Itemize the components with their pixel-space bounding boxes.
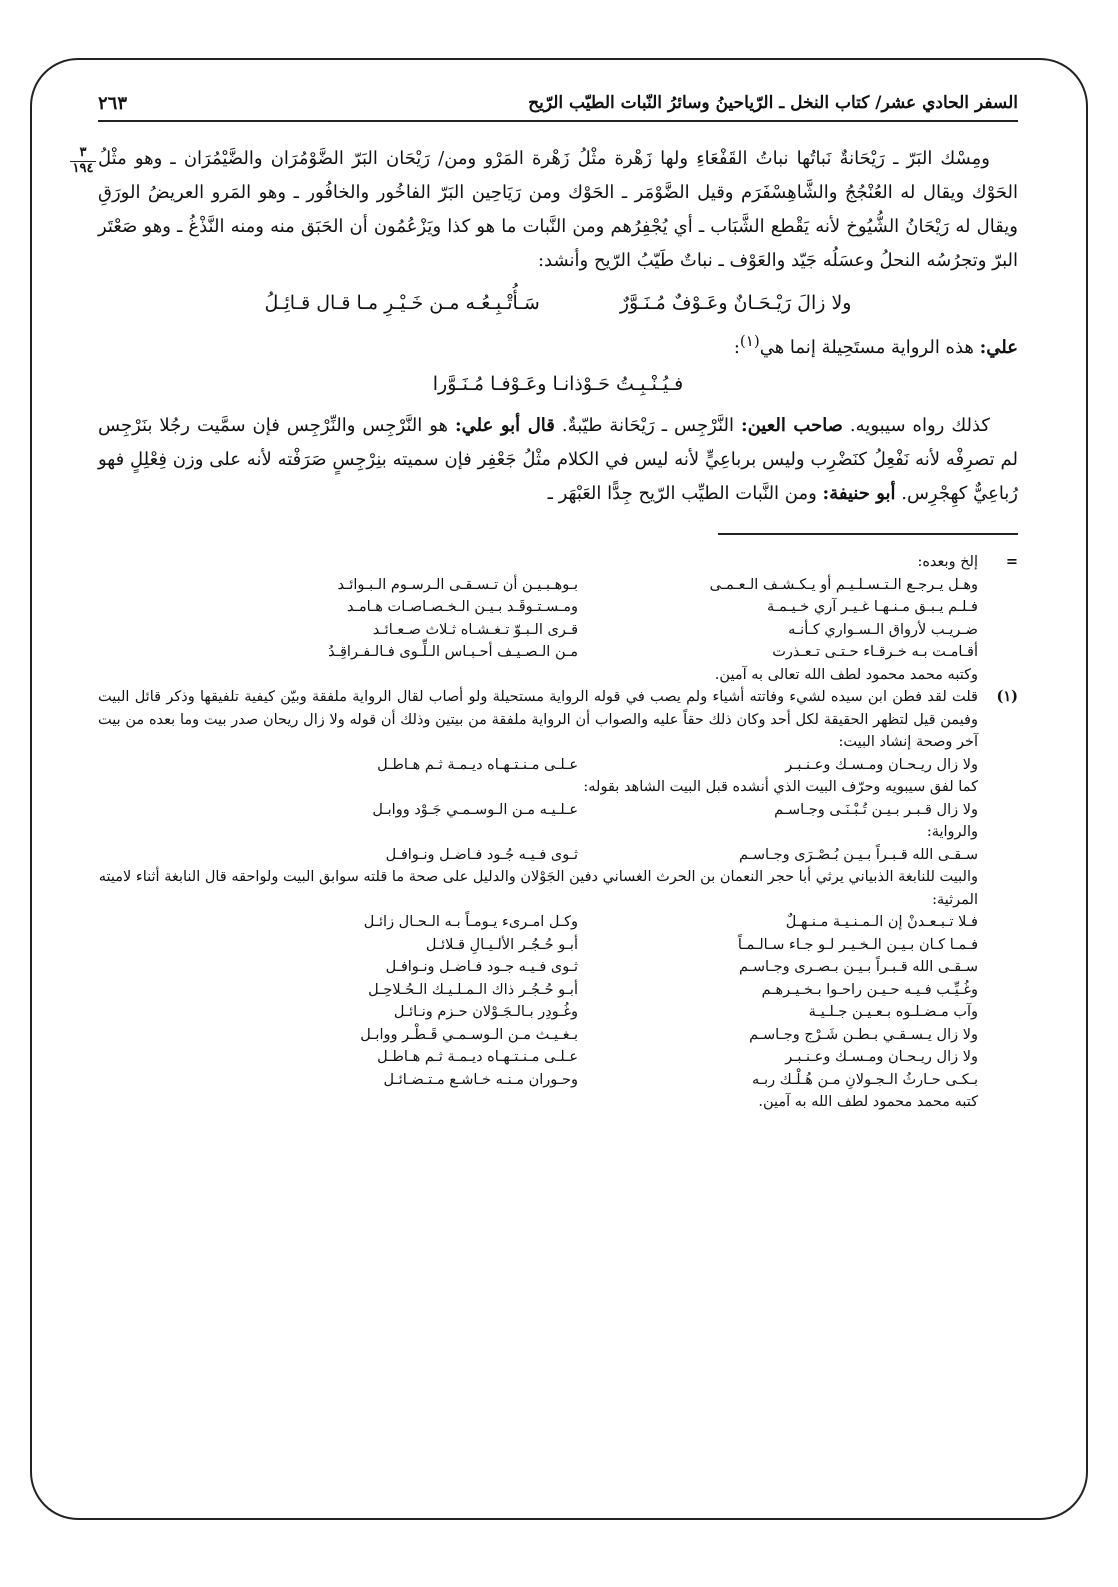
verse-second-hemistich: وحـوران مـنـه خـاشـع مـتـضـائـل <box>383 1071 578 1088</box>
verse-second-hemistich: أبـو حُـجُـر ذاك الـمـلـيـك الـحُـلاحِـل <box>368 981 578 998</box>
verse-second-hemistich: قـرى الـبـوّ تـغـشـاه ثـلاث صـعـائـد <box>372 621 578 638</box>
poem-verse <box>98 1001 1018 1024</box>
verse-2-hemistich: فـيُـنْـبِـتُ حَـوْذانـا وعَـوْفـا مُـنَـوَّرا <box>432 373 684 395</box>
poem-verse <box>98 596 1018 619</box>
verse-second-hemistich: عـلـيـه مـن الـوسـمـي جَـوْد ووابـل <box>372 801 578 818</box>
verse-second-hemistich: عـلـى مـنـتـهـاه ديـمـة ثـم هـاطـل <box>377 1049 578 1065</box>
verse-first-hemistich: وغُـيِّـب فـيـه حـيـن راحـوا بـخـيـرهـم <box>761 981 978 998</box>
verse-2 <box>98 373 1018 395</box>
verse-first-hemistich: ولا زال ريـحـان ومـسـك وعـنـبـر <box>785 1049 978 1065</box>
verse-first-hemistich: فـمـا كـان بـيـن الـخـيـر لـو جـاء سـالـمـاً <box>737 936 978 953</box>
verse-second-hemistich: ثـوى فـيـه جُـود فـاضـل ونـوافـل <box>385 846 578 863</box>
source-label-abu-ali: قال أبو علي: <box>455 415 555 436</box>
verse-first-hemistich: سـقـى الله قـبـراً بـيـن بـصـرى وجـاسـم <box>738 959 978 975</box>
verse-first-hemistich: وهـل يـرجـع الـتـسـلـيـم أو يـكـشـف الـعـمـى <box>709 576 978 593</box>
paragraph-3-part-c: هو النَّرْجِس والنِّرْجِس فإن سمَّيت رجُلا بنَرْجِس لم تصرِفْه لأنه نَفْعِلُ كنَضْرِب وليس برباعِيٍّ لأنه ليس في الكلام مثْلُ جَعْفِر فإن سميته بنِرْجِسٍ صَرَفْته لأنه على وزن فِعْلِلٍ فهو رُباعِيٌّ كهِجْرِس. <box>98 415 1018 504</box>
paragraph-3-part-b: النَّرْجِس ـ رَيْحَانة طيّبةٌ. <box>554 415 741 436</box>
verse-second-hemistich: عـلـى مـنـتـهـاه ديـمـة ثـم هـاطـل <box>377 756 578 773</box>
manuscript-reference <box>70 146 96 176</box>
verse-first-hemistich: ولا زال قـبـر بـيـن تُـبْـنَـى وجـاسـم <box>774 801 978 818</box>
footnote-1-text: قلت لقد فطن ابن سيده لشيء وفاتته أشياء ولم يصب في قوله الرواية مستحيلة ولو أصاب لقال الرواية ملفقة وبيّن كيفية تلفيقها وذكر قائل البيت وفيمن قيل لتظهر الحقيقة لكل أحد وكان ذلك حقاً عليه والصواب أن الرواية ملفقة من بيتين وذلك أن قوله ولا زال ريحان صدر بيت وما بعده من بيت آخر وصحة إنشاد البيت: <box>98 689 978 750</box>
paragraph-2-end: : <box>733 337 740 358</box>
verse-1-first-hemistich: ولا زالَ رَيْـحَـانٌ وعَـوْفٌ مُـنَـوَّرٌ <box>619 292 852 314</box>
paragraph-1: ومِسْك البَرّ ـ رَيْحَانةٌ نَباتُها نباتُ القَفْعَاءِ ولها زَهْرة مثْلُ زَهْرة المَرْو ومن/ رَيْحَان البَرّ الضَّوْمُرَان والضَّيْمُرَان ـ وهو مثْلُ الحَوْك ويقال له العُنْجُجُ والشَّاهِسْفَرَم وقيل الضَّوْمَر ـ الحَوْك ومن رَيَاحِين البَرّ الفاخُور والخافُور ـ وهو المَرو العريضُ الورَقِ ويقال له رَيْحَانُ الشُّيُوخ لأنه يَقْطع الشَّبَاب ـ أي يُجْفِرُهم ومن النَّبات ما هو كذا ويَزْعُمُون أن الحَبَق منه ومنه النَّذْغُ ـ وهو صَعْتَر البرّ وتجرُسُه النحلُ وعسَلُه جَيّد والعَوْف ـ نباتٌ طَيّبُ الرّيح وأنشد: <box>98 148 1018 271</box>
verse-second-hemistich: بـوهـبـيـن أن تـسـقـى الـرسـوم الـبـوائـد <box>337 576 578 593</box>
poem-verse <box>98 619 1018 642</box>
page-body <box>98 142 1018 1114</box>
poem-verse <box>98 956 1018 979</box>
elegy-verses <box>98 911 1018 1091</box>
paragraph-3-part-a: كذلك رواه سيبويه. <box>842 415 990 436</box>
verse-first-hemistich: ولا زال يـسـقـي بـطـن شَـرْج وجـاسـم <box>749 1026 978 1043</box>
verse-1 <box>98 292 1018 314</box>
manuscript-reference-bottom: ١٩٤ <box>72 161 94 176</box>
verse-second-hemistich: وكـل امـرىء يـومـاً بـه الـحـال زائـل <box>363 914 578 930</box>
footnote-line: والرواية: <box>926 824 978 840</box>
verse-first-hemistich: ولا زال ريـحـان ومـسـك وعـنـبـر <box>785 756 978 773</box>
poem-verse <box>98 1024 1018 1047</box>
paragraph-2-text: هذه الرواية مستَحِيلة إنما هي <box>759 337 980 358</box>
footnote-continuation <box>98 551 1018 574</box>
footnotes <box>98 551 1018 1114</box>
poem-verse <box>98 1069 1018 1092</box>
verse-first-hemistich: سـقـى الله قـبـراً بـيـن بُـصْـرَى وجـاسـم <box>738 846 978 863</box>
paragraph-2 <box>98 324 1018 365</box>
poem-verse <box>98 574 1018 597</box>
verse-second-hemistich: مـن الـصـيـف أحـبـاس الـلِّـوى فـالـفـراقِـدُ <box>328 644 578 660</box>
verse-second-hemistich: ثـوى فـيـه جـود فـاضـل ونـوافـل <box>385 959 578 975</box>
verse-first-hemistich: أقـامـت بـه خـرقـاء حـتـى تـعـذرت <box>772 644 978 660</box>
verse-second-hemistich: أبـو حُـجُـر الألـيـالِ قـلائـل <box>425 936 578 953</box>
poem-verse <box>98 799 1018 822</box>
verse-first-hemistich: وآب مـضـلـوه بـعـيـن جـلـيـة <box>808 1004 978 1020</box>
paragraph-3 <box>98 409 1018 511</box>
continuation-mark: = <box>1005 553 1018 570</box>
running-title: السفر الحادي عشر/ كتاب النخل ـ الرّياحينُ وسائرُ النّبات الطيّب الرّيح <box>528 93 1018 113</box>
footnote-1 <box>98 686 1018 754</box>
speaker-label-ali: علي: <box>979 337 1018 358</box>
footnote-line: كما لفق سيبويه وحرّف البيت الذي أنشده قبل البيت الشاهد بقوله: <box>583 779 978 795</box>
source-label-abu-hanifa: أبو حنيفة: <box>822 483 896 504</box>
source-label-sahib-al-ayn: صاحب العين: <box>740 415 843 436</box>
page-header <box>98 86 1018 122</box>
manuscript-reference-top: ٣ <box>70 146 96 162</box>
verse-second-hemistich: بـغـيـث مـن الـوسـمـي قَـطْـر ووابـل <box>360 1026 578 1043</box>
poem-verse <box>98 934 1018 957</box>
poem-verse <box>98 641 1018 664</box>
verse-first-hemistich: ضـريـب لأرواق الـسـواري كـأنـه <box>788 621 978 638</box>
poem-verse <box>98 754 1018 777</box>
footnote-ref-1[interactable]: (١) <box>739 332 760 350</box>
verse-second-hemistich: ومـسـتـوقَـد بـيـن الـخـصـاصـات هـامـد <box>347 599 578 615</box>
continuation-signature: وكتبه محمد محمود لطف الله تعالى به آمين. <box>714 666 978 683</box>
paragraph-3-part-d: ومن النَّبات الطيِّب الرّيح جِدًّا العَبْهَر ـ <box>547 483 823 504</box>
verse-first-hemistich: فـلـم يـبـق مـنـهـا غـيـر آري خـيـمـة <box>767 599 978 615</box>
page-number: ٢٦٣ <box>98 92 128 114</box>
footnote-1-mark: (١) <box>996 688 1018 705</box>
poem-verse <box>98 1046 1018 1069</box>
footnote-line: والبيت للنابغة الذبياني يرثي أبا حجر النعمان بن الحرث الغساني دفين الجَوْلان والدليل على صحة ما قلته سوابق البيت ولواحقه قال النابغة أثناء لاميته المرثية: <box>98 869 978 908</box>
continuation-intro: إلخ وبعده: <box>917 554 978 570</box>
verse-first-hemistich: فـلا تـبـعـدنْ إن الـمـنـيـة مـنـهـلٌ <box>785 914 978 930</box>
poem-verse <box>98 979 1018 1002</box>
verse-second-hemistich: وغُـودِر بـالـجَـوْلان حـزم ونـائـل <box>393 1004 578 1020</box>
footnote-1-signature: كتبه محمد محمود لطف الله به آمين. <box>758 1094 978 1110</box>
poem-verse <box>98 844 1018 867</box>
footnote-separator <box>718 533 1018 535</box>
verse-1-second-hemistich: سَـأُتْـبِـعُـه مـن خَـيْـرِ مـا قـال قـائِـلُ <box>264 292 540 314</box>
poem-verse <box>98 911 1018 934</box>
verse-first-hemistich: بـكـى حـارثُ الـجـولانِ مـن هُـلْـك ربـه <box>752 1071 978 1088</box>
continuation-verses <box>98 574 1018 664</box>
